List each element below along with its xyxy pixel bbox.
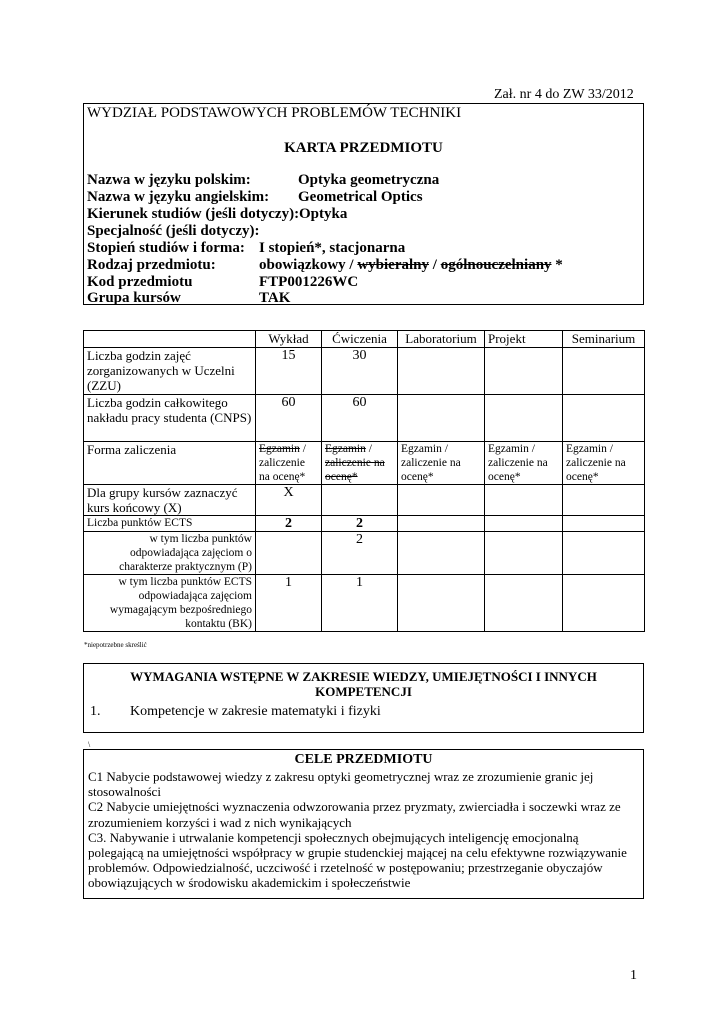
type-elective-struck: wybieralny <box>357 257 430 273</box>
requirement-item <box>90 704 381 720</box>
cell-ects-seminar <box>563 516 645 532</box>
form-credit: zaliczenie na ocenę* <box>401 457 461 483</box>
attachment-note: Zał. nr 4 do ZW 33/2012 <box>494 87 634 102</box>
cell-zzu-project <box>485 348 563 395</box>
cell-form-lab <box>398 442 485 485</box>
value-name-en: Geometrical Optics <box>298 189 423 205</box>
cell-final-seminar <box>563 485 645 516</box>
cell-zzu-lecture: 15 <box>256 348 322 395</box>
course-header <box>83 103 644 305</box>
table-row <box>84 348 645 395</box>
requirement-text: Kompetencje w zakresie matematyki i fizyki <box>130 704 381 719</box>
header-lecture: Wykład <box>256 331 322 348</box>
cell-practical-lab <box>398 532 485 575</box>
cell-final-lecture: X <box>256 485 322 516</box>
faculty-name: WYDZIAŁ PODSTAWOWYCH PROBLEMÓW TECHNIKI <box>87 105 462 121</box>
cell-form-seminar <box>563 442 645 485</box>
cell-final-project <box>485 485 563 516</box>
cell-zzu-seminar <box>563 348 645 395</box>
row-label-final: Dla grupy kursów zaznaczyć kurs końcowy (X) <box>84 485 256 516</box>
label-field: Kierunek studiów (jeśli dotyczy): <box>87 206 300 222</box>
cell-bk-lecture: 1 <box>256 575 322 632</box>
footnote: *niepotrzebne skreślić <box>84 641 147 649</box>
table-header-row <box>84 331 645 348</box>
form-exam: Egzamin / <box>488 443 535 455</box>
form-slash: / <box>299 443 306 455</box>
goals-title: CELE PRZEDMIOTU <box>294 752 433 767</box>
form-exam-struck: Egzamin <box>259 443 300 455</box>
label-course-code: Kod przedmiotu <box>87 274 193 290</box>
label-course-type: Rodzaj przedmiotu: <box>87 257 216 273</box>
cell-practical-exercises: 2 <box>322 532 398 575</box>
label-name-en: Nazwa w języku angielskim: <box>87 189 270 205</box>
value-course-group: TAK <box>259 290 291 306</box>
cell-practical-lecture <box>256 532 322 575</box>
table-row <box>84 485 645 516</box>
value-field: Optyka <box>299 206 348 222</box>
header-empty <box>84 331 256 348</box>
value-degree: I stopień*, stacjonarna <box>259 240 406 256</box>
form-exam: Egzamin / <box>566 443 613 455</box>
cell-final-exercises <box>322 485 398 516</box>
header-laboratory: Laboratorium <box>398 331 485 348</box>
form-exam: Egzamin / <box>401 443 448 455</box>
table-row <box>84 532 645 575</box>
form-credit: zaliczenie na ocenę* <box>488 457 548 483</box>
cell-cnps-exercises: 60 <box>322 395 398 442</box>
goal-c3: C3. Nabywanie i utrwalanie kompetencji społecznych obejmujących inteligencję emocjonalną polegającą na umiejętności współpracy w grupie studenckiej mającej na celu efektywne rozwiązywanie problemów. Odpowiedzialność, uczciwość i rzetelność w postępowaniu; przestrzeganie obyczajów obowiązujących w środowisku akademickim i społeczeństwie <box>88 829 627 891</box>
cell-form-lecture <box>256 442 322 485</box>
value-course-code: FTP001226WC <box>259 274 359 290</box>
header-seminar: Seminarium <box>563 331 645 348</box>
row-label-bk: w tym liczba punktów ECTS odpowiadająca zajęciom wymagającym bezpośredniego kontaktu (BK) <box>84 575 256 632</box>
table-row <box>84 395 645 442</box>
cell-form-project <box>485 442 563 485</box>
row-label-ects: Liczba punktów ECTS <box>84 516 256 532</box>
cell-final-lab <box>398 485 485 516</box>
form-credit-line2: na ocenę* <box>259 471 306 483</box>
cell-ects-lecture: 2 <box>256 516 322 532</box>
cell-zzu-lab <box>398 348 485 395</box>
label-degree: Stopień studiów i forma: <box>87 240 245 256</box>
cell-bk-project <box>485 575 563 632</box>
cell-bk-lab <box>398 575 485 632</box>
cell-cnps-project <box>485 395 563 442</box>
cell-cnps-lab <box>398 395 485 442</box>
requirement-number: 1. <box>90 704 101 719</box>
type-university-struck: ogólnouczelniany <box>440 257 552 273</box>
cell-cnps-lecture: 60 <box>256 395 322 442</box>
form-credit-struck: zaliczenie na ocenę* <box>325 457 385 483</box>
cell-practical-seminar <box>563 532 645 575</box>
requirements-title: WYMAGANIA WSTĘPNE W ZAKRESIE WIEDZY, UMIEJĘTNOŚCI I INNYCH KOMPETENCJI <box>130 669 597 699</box>
goals-list <box>88 769 636 891</box>
cell-bk-exercises: 1 <box>322 575 398 632</box>
table-row <box>84 442 645 485</box>
header-exercises: Ćwiczenia <box>322 331 398 348</box>
card-title: KARTA PRZEDMIOTU <box>284 140 443 156</box>
value-course-type <box>259 257 563 274</box>
hours-table <box>83 330 645 632</box>
cell-ects-exercises: 2 <box>322 516 398 532</box>
goal-c2: C2 Nabycie umiejętności wyznaczenia odwzorowania przez pryzmaty, zwierciadła i soczewki wraz ze zrozumieniem korzyści i wad z nich wynikających <box>88 799 621 830</box>
form-exam-struck: Egzamin <box>325 443 366 455</box>
label-name-pl: Nazwa w języku polskim: <box>87 172 251 188</box>
row-label-zzu: Liczba godzin zajęć zorganizowanych w Uczelni (ZZU) <box>84 348 256 395</box>
value-name-pl: Optyka geometryczna <box>298 172 440 188</box>
form-credit-line1: zaliczenie <box>259 457 305 469</box>
type-separator: / <box>429 257 441 273</box>
type-mandatory: obowiązkowy / <box>259 257 358 273</box>
type-asterisk: * <box>551 257 563 273</box>
page-number: 1 <box>630 968 637 983</box>
stray-backslash: \ <box>88 740 91 749</box>
cell-cnps-seminar <box>563 395 645 442</box>
table-row <box>84 575 645 632</box>
cell-bk-seminar <box>563 575 645 632</box>
form-slash: / <box>365 443 372 455</box>
cell-practical-project <box>485 532 563 575</box>
row-label-cnps: Liczba godzin całkowitego nakładu pracy studenta (CNPS) <box>84 395 256 442</box>
header-project: Projekt <box>485 331 563 348</box>
cell-form-exercises <box>322 442 398 485</box>
row-label-practical: w tym liczba punktów odpowiadająca zajęciom o charakterze praktycznym (P) <box>84 532 256 575</box>
cell-zzu-exercises: 30 <box>322 348 398 395</box>
row-label-form: Forma zaliczenia <box>84 442 256 485</box>
label-specialty: Specjalność (jeśli dotyczy): <box>87 223 260 239</box>
requirements-box <box>83 663 644 733</box>
label-course-group: Grupa kursów <box>87 290 181 306</box>
goal-c1: C1 Nabycie podstawowej wiedzy z zakresu optyki geometrycznej wraz ze zrozumienie granic jej stosowalności <box>88 769 594 800</box>
cell-ects-lab <box>398 516 485 532</box>
goals-box <box>83 749 644 899</box>
cell-ects-project <box>485 516 563 532</box>
table-row <box>84 516 645 532</box>
form-credit: zaliczenie na ocenę* <box>566 457 626 483</box>
